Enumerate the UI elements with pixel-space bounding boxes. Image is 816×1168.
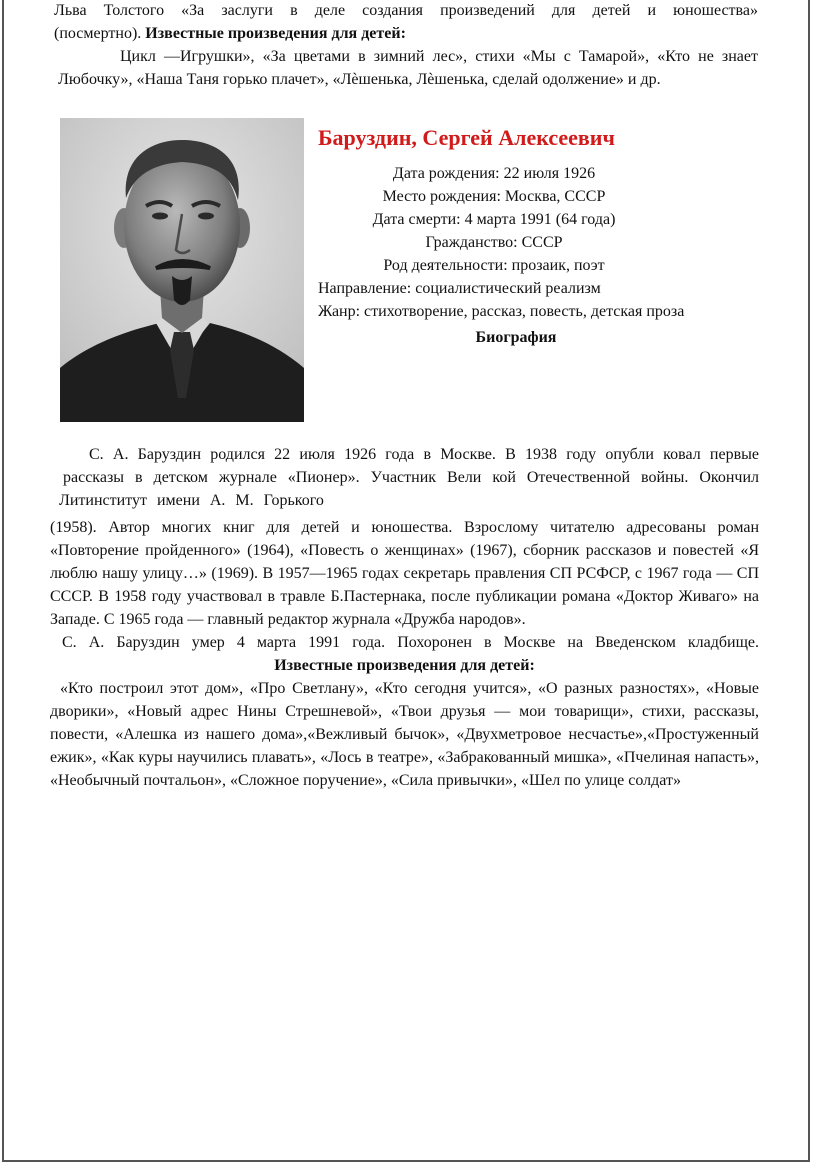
biography-line-1: С. А. Баруздин родился 22 июля 1926 года в Москве. В 1938 году опубли ковал первые — [89, 446, 759, 463]
biography-paragraph-2: (1958). Автор многих книг для детей и юношества. Взрослому читателю адресованы роман «Повторение пройденного» (1964), «Повесть о женщинах» (1967), сборник рассказов и повестей «Я люблю нашу улицу…» (1969). В 1957—1965 годах секретарь правления СП РСФСР, с 1967 года — СП СССР. В 1958 году участвовал в травле Б.Пастернака, после публикации романа «Доктор Живаго» на Западе. С 1965 года — главный редактор журнала «Дружба народов». — [50, 519, 759, 628]
portrait-photo — [60, 118, 304, 422]
biography-line-3: Литинститут имени А. М. Горького — [59, 492, 324, 509]
biography-paragraph-3: С. А. Баруздин умер 4 марта 1991 года. Похоронен в Москве на Введенском кладбище. — [62, 634, 759, 651]
occupation: Род деятельности: прозаик, поэт — [383, 257, 605, 274]
intro-line-1: Льва Толстого «За заслуги в деле создания произведений для детей и юношества» — [54, 2, 758, 19]
works-heading: Известные произведения для детей: — [274, 657, 535, 674]
biography-line-2: рассказы в детском журнале «Пионер». Участник Вели кой Отечественной войны. Окончил — [63, 469, 759, 486]
portrait-image — [60, 118, 304, 422]
works-list: «Кто построил этот дом», «Про Светлану», «Кто сегодня учится», «О разных разностях», «Новые дворики», «Новый адрес Нины Стрешневой», «Твои друзья — мои товарищи», стихи, рассказы, повести, «Алешка из нашего дома»,«Вежливый бычок», «Двухметровое несчастье»,«Простуженный ежик», «Как куры научились плавать», «Лось в театре», «Забракованный мишка», «Пчелиная напасть», «Необычный почтальон», «Сложное поручение», «Сила привычки», «Шел по улице солдат» — [50, 680, 759, 789]
intro-line-2-text: (посмертно). — [54, 25, 146, 42]
citizenship: Гражданство: СССР — [425, 234, 563, 251]
biography-section — [50, 443, 759, 792]
intro-works-list: Цикл ―Игрушки», «За цветами в зимний лес», стихи «Мы с Тамарой», «Кто не знает Любочку», «Наша Таня горько плачет», «Лѐшенька, Лѐшенька, сделай одолжение» и др. — [58, 48, 758, 88]
intro-section — [54, 0, 758, 91]
intro-line-2 — [54, 22, 758, 45]
biography-paragraph-1 — [57, 443, 759, 512]
birth-date: Дата рождения: 22 июля 1926 — [392, 165, 596, 182]
movement: Направление: социалистический реализм — [318, 280, 601, 297]
person-info — [316, 124, 766, 349]
intro-works-heading: Известные произведения для детей: — [145, 25, 406, 42]
death-date: Дата смерти: 4 марта 1991 (64 года) — [372, 211, 616, 228]
person-name: Баруздин, Сергей Алексеевич — [318, 125, 615, 150]
biography-heading: Биография — [475, 329, 557, 346]
birth-place: Место рождения: Москва, СССР — [382, 188, 606, 205]
genre: Жанр: стихотворение, рассказ, повесть, детская проза — [318, 303, 685, 320]
